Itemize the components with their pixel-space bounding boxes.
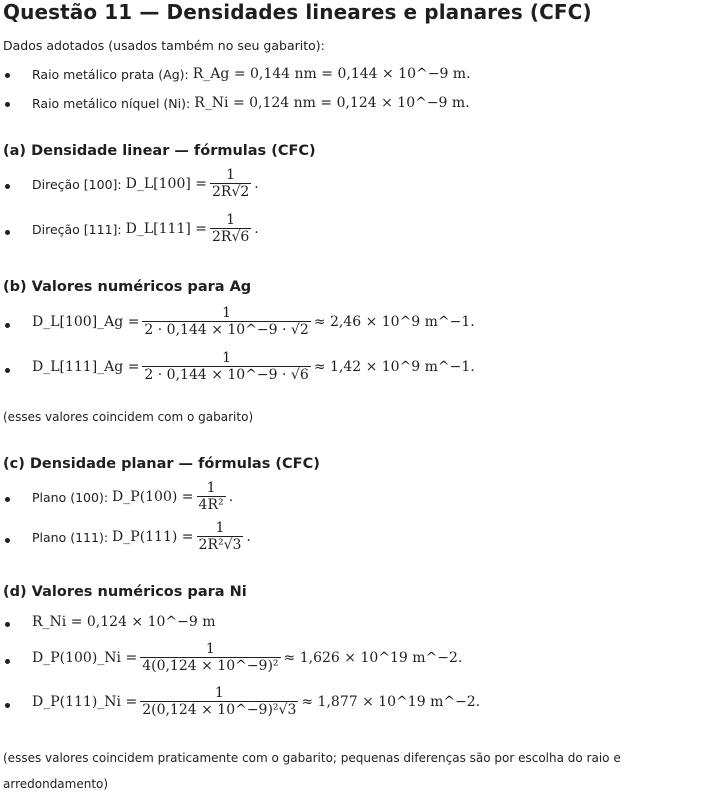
c2-denominator: 2R²√3: [198, 537, 242, 553]
c1-numerator: 1: [206, 480, 216, 496]
section-a-heading: (a) Densidade linear — fórmulas (CFC): [3, 143, 316, 159]
a1-numerator: 1: [226, 167, 236, 183]
a2-denominator: 2R√6: [212, 229, 250, 245]
d1-denominator: 4(0,124 × 10^−9)²: [142, 658, 279, 674]
bullet-b1: [5, 323, 10, 328]
b2-lhs: D_L[111]_Ag =: [32, 359, 140, 375]
b2-numerator: 1: [222, 350, 232, 366]
section-b-heading: (b) Valores numéricos para Ag: [3, 279, 252, 295]
b1-numerator: 1: [222, 305, 232, 321]
b1-denominator: 2 · 0,144 × 10^−9 · √2: [144, 322, 309, 338]
c1-label: Plano (100):: [32, 489, 109, 505]
a1-label: Direção [100]:: [32, 176, 122, 192]
ag-radius-line: [32, 66, 471, 82]
intro-text: Dados adotados (usados também no seu gabarito):: [3, 38, 325, 53]
ni-radius-formula: R_Ni = 0,124 nm = 0,124 × 10^−9 m.: [194, 95, 470, 111]
section-d-heading: (d) Valores numéricos para Ni: [3, 584, 247, 600]
d-radius: R_Ni = 0,124 × 10^−9 m: [32, 614, 216, 630]
c-item-111: [32, 520, 251, 554]
bullet-c1: [5, 497, 10, 502]
c1-end: .: [228, 489, 234, 505]
d2-denominator: 2(0,124 × 10^−9)²√3: [142, 702, 297, 718]
a1-lhs: D_L[100] =: [125, 176, 207, 192]
ag-radius-formula: R_Ag = 0,144 nm = 0,144 × 10^−9 m.: [192, 66, 471, 82]
page-title: Questão 11 — Densidades lineares e planares (CFC): [3, 0, 592, 24]
ni-radius-label: Raio metálico níquel (Ni):: [32, 95, 191, 111]
c2-numerator: 1: [215, 520, 225, 536]
b-item-100: [32, 305, 475, 339]
b1-lhs: D_L[100]_Ag =: [32, 314, 140, 330]
a2-fraction: [210, 212, 251, 246]
b-item-111: [32, 350, 475, 384]
c1-fraction: [197, 480, 226, 514]
ni-radius-line: [32, 95, 470, 111]
section-d-note: (esses valores coincidem praticamente com o gabarito; pequenas diferenças são por escolha do raio e arredondamento): [3, 751, 621, 791]
d-radius-line: [32, 614, 216, 630]
d2-lhs: D_P(111)_Ni =: [32, 694, 138, 710]
d1-lhs: D_P(100)_Ni =: [32, 650, 138, 666]
d-item-111: [32, 685, 480, 719]
b2-result: ≈ 1,42 × 10^9 m^−1.: [313, 359, 475, 375]
d2-numerator: 1: [214, 685, 224, 701]
c1-denominator: 4R²: [198, 497, 224, 513]
c2-fraction: [197, 520, 244, 554]
c2-end: .: [246, 529, 251, 545]
bullet-ag-radius: [5, 73, 10, 78]
bullet-a1: [5, 184, 10, 189]
a1-end: .: [254, 176, 259, 192]
ag-radius-label: Raio metálico prata (Ag):: [32, 66, 189, 82]
a2-label: Direção [111]:: [32, 221, 122, 237]
c2-label: Plano (111):: [32, 529, 109, 545]
d1-numerator: 1: [205, 641, 215, 657]
a-item-100: [32, 167, 259, 201]
a2-end: .: [254, 221, 259, 237]
bullet-c2: [5, 538, 10, 543]
d2-fraction: [140, 685, 298, 719]
bullet-d0: [5, 622, 10, 627]
d-item-100: [32, 641, 462, 675]
c1-lhs: D_P(100) =: [112, 489, 194, 505]
d1-fraction: [140, 641, 280, 675]
b2-fraction: [142, 350, 310, 384]
section-c-heading: (c) Densidade planar — fórmulas (CFC): [3, 456, 320, 472]
c2-lhs: D_P(111) =: [112, 529, 194, 545]
a-item-111: [32, 212, 259, 246]
bullet-b2: [5, 368, 10, 373]
a1-fraction: [210, 167, 251, 201]
b1-fraction: [142, 305, 310, 339]
a1-denominator: 2R√2: [212, 184, 250, 200]
bullet-d1: [5, 659, 10, 664]
b1-result: ≈ 2,46 × 10^9 m^−1.: [313, 314, 475, 330]
d1-result: ≈ 1,626 × 10^19 m^−2.: [283, 650, 463, 666]
b2-denominator: 2 · 0,144 × 10^−9 · √6: [144, 367, 309, 383]
a2-lhs: D_L[111] =: [125, 221, 207, 237]
section-b-note: (esses valores coincidem com o gabarito): [3, 410, 254, 424]
d2-result: ≈ 1,877 × 10^19 m^−2.: [301, 694, 481, 710]
a2-numerator: 1: [226, 212, 236, 228]
bullet-d2: [5, 703, 10, 708]
c-item-100: [32, 480, 233, 514]
bullet-a2: [5, 230, 10, 235]
bullet-ni-radius: [5, 102, 10, 107]
